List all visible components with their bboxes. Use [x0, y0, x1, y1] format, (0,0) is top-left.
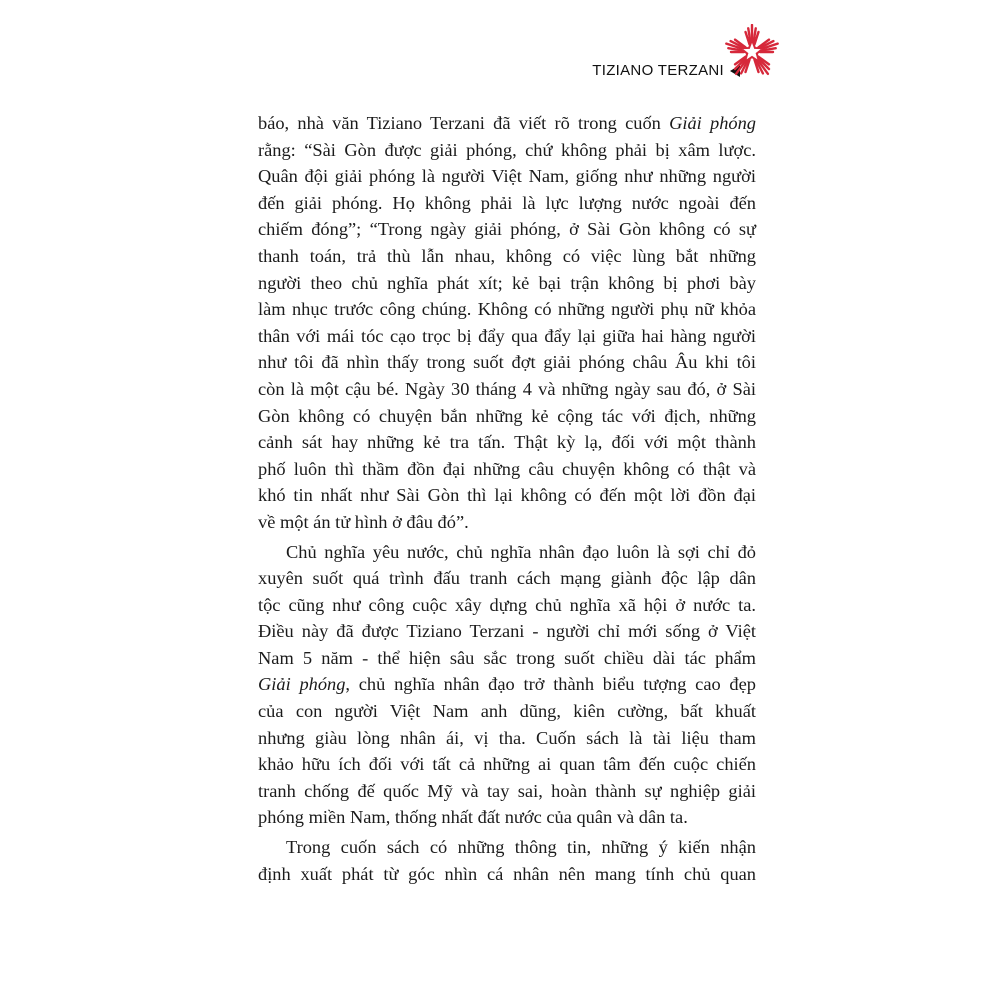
- text-run: khảo hữu ích đối với tất cả những ai quan tâm đến cuộc chiến: [258, 754, 756, 775]
- text-line: [258, 270, 756, 297]
- running-header-title: TIZIANO TERZANI: [592, 62, 724, 79]
- text-line: [258, 349, 756, 376]
- text-line: [258, 403, 756, 430]
- text-line: [258, 110, 756, 137]
- text-run: người theo chủ nghĩa phát xít; kẻ bại trận không bị phơi bày: [258, 272, 756, 293]
- text-line: [258, 778, 756, 805]
- text-run: Điều này đã được Tiziano Terzani - người chỉ mới sống ở Việt: [258, 621, 756, 642]
- text-line: [258, 834, 756, 861]
- text-run: cảnh sát hay những kẻ tra tấn. Thật kỳ lạ, đối với một thành: [258, 432, 756, 453]
- text-line: [258, 429, 756, 456]
- text-run: tộc cũng như công cuộc xây dựng chủ nghĩa xã hội ở nước ta.: [258, 594, 756, 615]
- text-line: [258, 190, 756, 217]
- text-run: Quân đội giải phóng là người Việt Nam, giống như những người: [258, 166, 756, 187]
- text-line: [258, 671, 756, 698]
- text-line: [258, 565, 756, 592]
- text-run: xuyên suốt quá trình đấu tranh cách mạng giành độc lập dân: [258, 568, 756, 589]
- text-run: Gòn không có chuyện bắn những kẻ cộng tác với địch, những: [258, 405, 756, 426]
- text-run: nhưng giàu lòng nhân ái, vị tha. Cuốn sách là tài liệu tham: [258, 727, 756, 748]
- text-line: [258, 163, 756, 190]
- text-line: [258, 243, 756, 270]
- text-line: [258, 618, 756, 645]
- text-line: [258, 376, 756, 403]
- text-run: làm nhục trước công chúng. Không có những người phụ nữ khỏa: [258, 299, 756, 320]
- text-run: thanh toán, trả thù lẫn nhau, không có việc lùng bắt những: [258, 245, 756, 266]
- paragraph: [258, 110, 756, 536]
- text-run: định xuất phát từ góc nhìn cá nhân nên mang tính chủ quan: [258, 863, 756, 884]
- text-run: tranh chống đế quốc Mỹ và tay sai, hoàn thành sự nghiệp giải: [258, 780, 756, 801]
- text-run: như tôi đã nhìn thấy trong suốt đợt giải phóng châu Âu khi tôi: [258, 352, 756, 373]
- text-line: [258, 725, 756, 752]
- red-star-emblem-icon: [722, 24, 782, 80]
- text-run: đến giải phóng. Họ không phải là lực lượng nước ngoài đến: [258, 192, 756, 213]
- text-run: , chủ nghĩa nhân đạo trở thành biểu tượng cao đẹp: [345, 674, 756, 695]
- text-line: [258, 509, 756, 536]
- text-line: [258, 216, 756, 243]
- text-run: của con người Việt Nam anh dũng, kiên cường, bất khuất: [258, 701, 756, 722]
- body-text: [258, 110, 756, 887]
- text-line: [258, 137, 756, 164]
- text-line: [258, 539, 756, 566]
- text-run: báo, nhà văn Tiziano Terzani đã viết rõ trong cuốn: [258, 113, 670, 133]
- text-line: [258, 698, 756, 725]
- text-run: Trong cuốn sách có những thông tin, những ý kiến nhận: [286, 837, 756, 858]
- text-line: [258, 592, 756, 619]
- text-run: rằng: “Sài Gòn được giải phóng, chứ không phải bị xâm lược.: [258, 139, 756, 160]
- text-run: còn là một cậu bé. Ngày 30 tháng 4 và những ngày sau đó, ở Sài: [258, 378, 756, 399]
- running-header: [560, 62, 740, 79]
- text-line: [258, 751, 756, 778]
- text-run: khó tin nhất như Sài Gòn thì lại không có đến một lời đồn đại: [258, 485, 756, 506]
- text-run: thân với mái tóc cạo trọc bị đẩy qua đẩy lại giữa hai hàng người: [258, 325, 756, 346]
- text-line: [258, 456, 756, 483]
- text-run: phóng miền Nam, thống nhất đất nước của quân và dân ta.: [258, 807, 688, 828]
- text-line: [258, 296, 756, 323]
- text-run: phố luôn thì thầm đồn đại những câu chuyện không có thật và: [258, 458, 756, 479]
- text-run: chiếm đóng”; “Trong ngày giải phóng, ở Sài Gòn không có sự: [258, 219, 756, 240]
- text-line: [258, 323, 756, 350]
- text-run: Chủ nghĩa yêu nước, chủ nghĩa nhân đạo luôn là sợi chỉ đỏ: [286, 541, 756, 562]
- text-line: [258, 804, 756, 831]
- text-run: Nam 5 năm - thể hiện sâu sắc trong suốt chiều dài tác phẩm: [258, 647, 756, 668]
- text-line: [258, 645, 756, 672]
- text-line: [258, 861, 756, 888]
- text-line: [258, 482, 756, 509]
- paragraph: [258, 834, 756, 887]
- italic-title: Giải phóng: [669, 113, 756, 133]
- paragraph: [258, 539, 756, 832]
- italic-title: Giải phóng: [258, 674, 346, 695]
- text-run: về một án tử hình ở đâu đó”.: [258, 511, 469, 532]
